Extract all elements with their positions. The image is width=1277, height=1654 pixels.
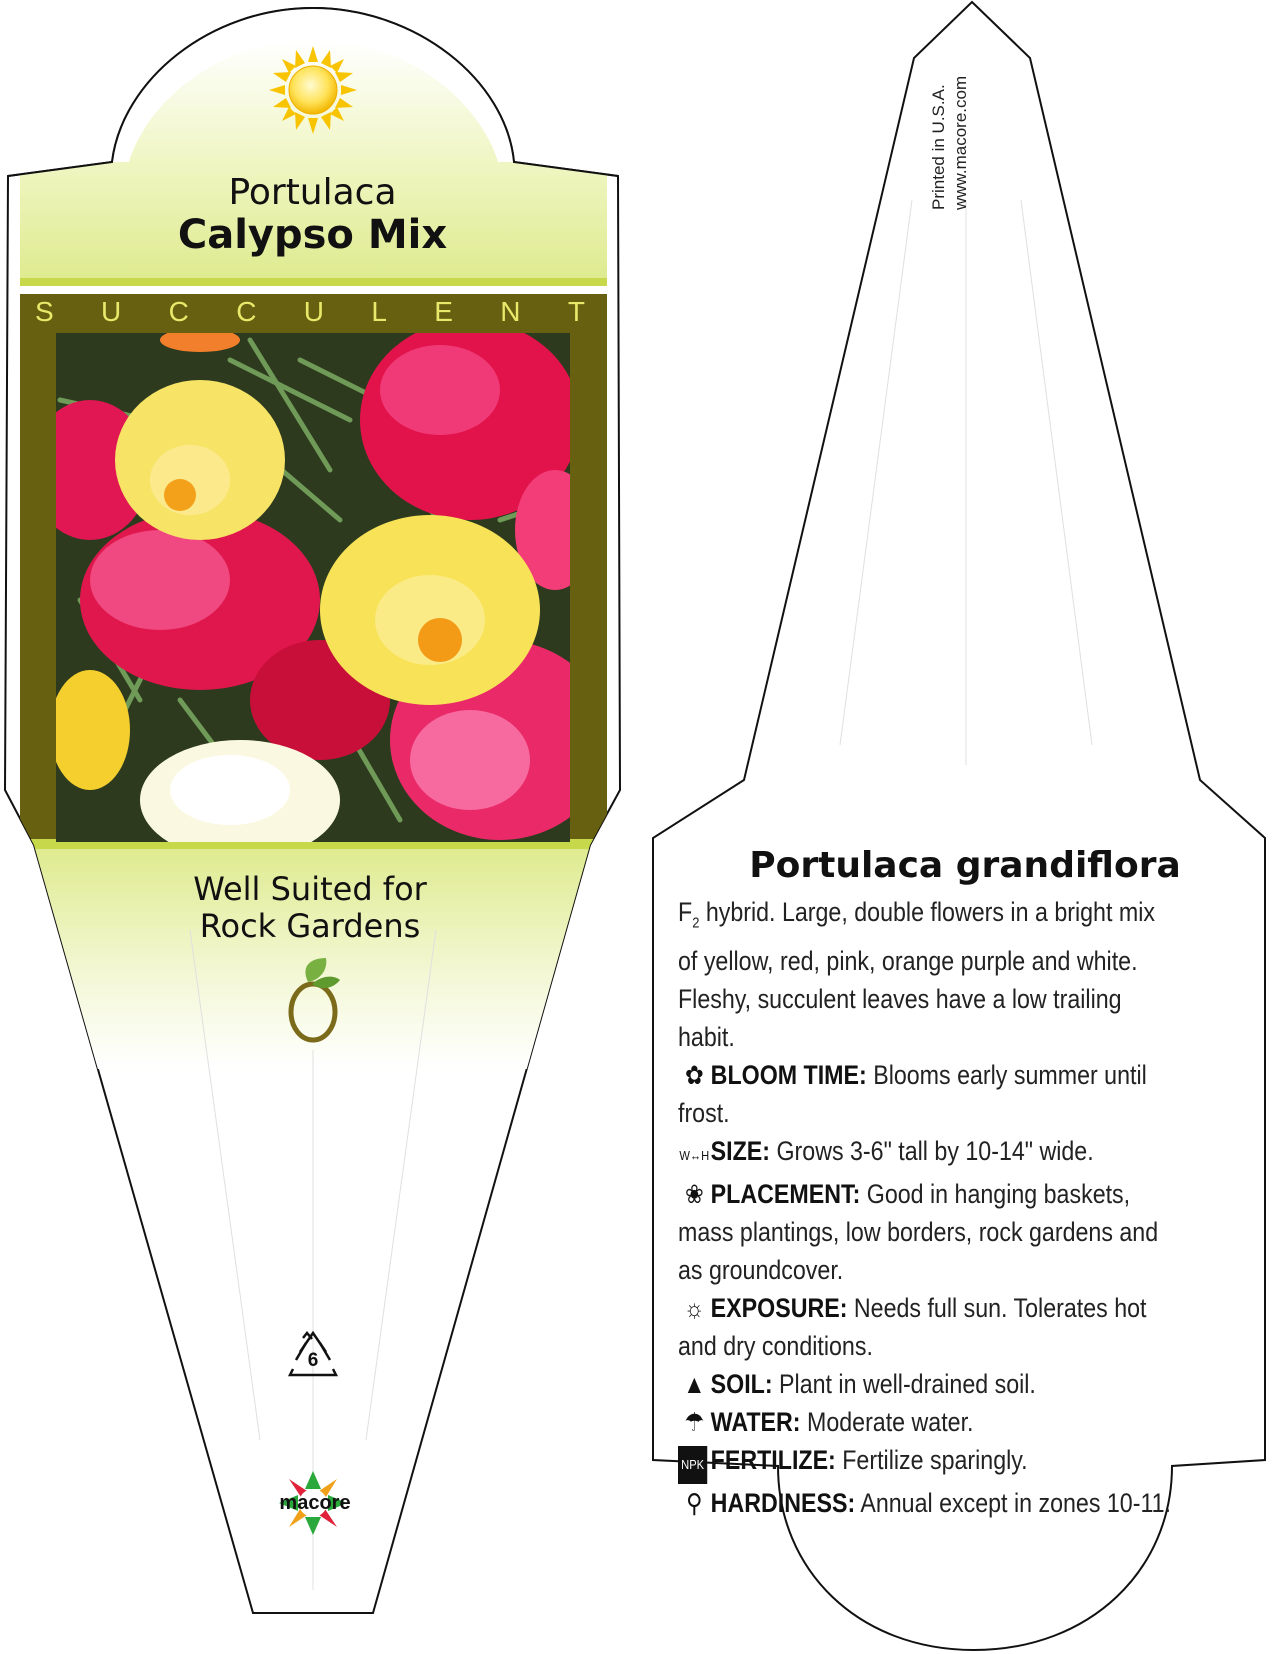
attribute-hardiness: ⚲ HARDINESS: Annual except in zones 10-11.	[678, 1484, 1173, 1522]
plant-icon: ❀	[684, 1179, 704, 1210]
attribute-size: W↔HSIZE: Grows 3-6" tall by 10-14" wide.	[678, 1132, 1173, 1175]
size-icon: W↔H	[679, 1148, 710, 1164]
attribute-bloom-time: ✿ BLOOM TIME: Blooms early summer until frost.	[678, 1056, 1173, 1132]
npk-icon: NPK	[678, 1446, 707, 1484]
attribute-soil: ▲ SOIL: Plant in well-drained soil.	[678, 1365, 1173, 1403]
category-letter: L	[371, 296, 387, 327]
category-letter: N	[500, 296, 521, 327]
sun-outline-icon: ☼	[684, 1293, 705, 1324]
category-letter: U	[101, 296, 122, 327]
flower-photo	[30, 320, 610, 860]
recycle-code: 6	[307, 1350, 319, 1371]
description: $F_2$ hybrid. Large, double flowers in a bright mix of yellow, red, pink, orange purple and white. Fleshy, succulent leaves have a low trailing habit.	[678, 897, 1155, 1053]
watering-can-icon: ☂	[684, 1407, 705, 1438]
category-letter: T	[567, 296, 585, 327]
category-letter: U	[303, 296, 324, 327]
attribute-placement: ❀ PLACEMENT: Good in hanging baskets, mass plantings, low borders, rock gardens and as groundcover.	[678, 1175, 1173, 1289]
tagline-line2: Rock Gardens	[199, 907, 421, 945]
printed-info	[928, 76, 972, 210]
flower-icon: ✿	[684, 1060, 704, 1091]
attribute-fertilize: NPK FERTILIZE: Fertilize sparingly.	[678, 1441, 1173, 1484]
sun-icon	[269, 46, 357, 134]
attribute-exposure: ☼ EXPOSURE: Needs full sun. Tolerates hot and dry conditions.	[678, 1289, 1173, 1365]
variety-name: Calypso Mix	[177, 212, 448, 258]
printed-line2: www.macore.com	[951, 75, 970, 210]
printed-line1: Printed in U.S.A.	[929, 84, 948, 210]
care-description	[678, 893, 1173, 1522]
category-letter: S	[35, 296, 54, 327]
category-letter: C	[236, 296, 257, 327]
tagline-line1: Well Suited for	[193, 870, 427, 908]
botanical-name: Portulaca grandiflora	[749, 845, 1181, 886]
common-name: Portulaca	[228, 172, 397, 213]
category-letter: C	[168, 296, 189, 327]
attribute-water: ☂ WATER: Moderate water.	[678, 1403, 1173, 1441]
brand-logo-text: macore	[279, 1492, 351, 1514]
soil-icon: ▲	[683, 1369, 706, 1400]
thermometer-icon: ⚲	[686, 1488, 703, 1519]
category-letter: E	[434, 296, 453, 327]
category-label	[35, 296, 585, 330]
